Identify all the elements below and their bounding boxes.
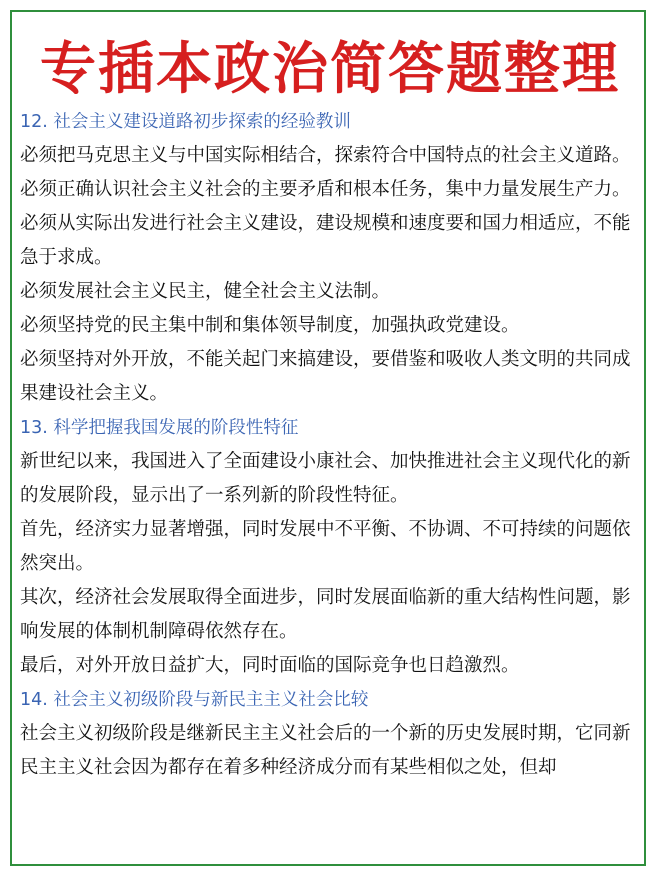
paragraph: 必须坚持对外开放，不能关起门来搞建设，要借鉴和吸收人类文明的共同成果建设社会主义。 (20, 349, 631, 404)
section-14 (20, 683, 640, 785)
paragraph: 最后，对外开放日益扩大，同时面临的国际竞争也日趋激烈。 (20, 655, 520, 676)
page-title: 专插本政治简答题整理 (40, 37, 620, 102)
section-heading: 14. 社会主义初级阶段与新民主主义社会比较 (20, 690, 369, 710)
section-heading: 12. 社会主义建设道路初步探索的经验教训 (20, 112, 351, 132)
paragraph: 社会主义初级阶段是继新民主主义社会后的一个新的历史发展时期，它同新民主主义社会因为都存在着多种经济成分而有某些相似之处，但却 (20, 723, 631, 778)
section-heading: 13. 科学把握我国发展的阶段性特征 (20, 418, 299, 438)
paragraph: 新世纪以来，我国进入了全面建设小康社会、加快推进社会主义现代化的新的发展阶段，显示出了一系列新的阶段性特征。 (20, 451, 631, 506)
paragraph: 必须正确认识社会主义社会的主要矛盾和根本任务，集中力量发展生产力。 (20, 179, 631, 200)
content (20, 105, 640, 785)
paragraph: 必须从实际出发进行社会主义建设，建设规模和速度要和国力相适应，不能急于求成。 (20, 213, 631, 268)
paragraph: 首先，经济实力显著增强，同时发展中不平衡、不协调、不可持续的问题依然突出。 (20, 519, 631, 574)
paragraph: 必须发展社会主义民主，健全社会主义法制。 (20, 281, 391, 302)
paragraph: 必须把马克思主义与中国实际相结合，探索符合中国特点的社会主义道路。 (20, 145, 631, 166)
page-frame (10, 10, 646, 866)
paragraph: 其次，经济社会发展取得全面进步，同时发展面临新的重大结构性问题，影响发展的体制机制障碍依然存在。 (20, 587, 631, 642)
paragraph: 必须坚持党的民主集中制和集体领导制度，加强执政党建设。 (20, 315, 520, 336)
section-12 (20, 105, 640, 411)
section-13 (20, 411, 640, 683)
